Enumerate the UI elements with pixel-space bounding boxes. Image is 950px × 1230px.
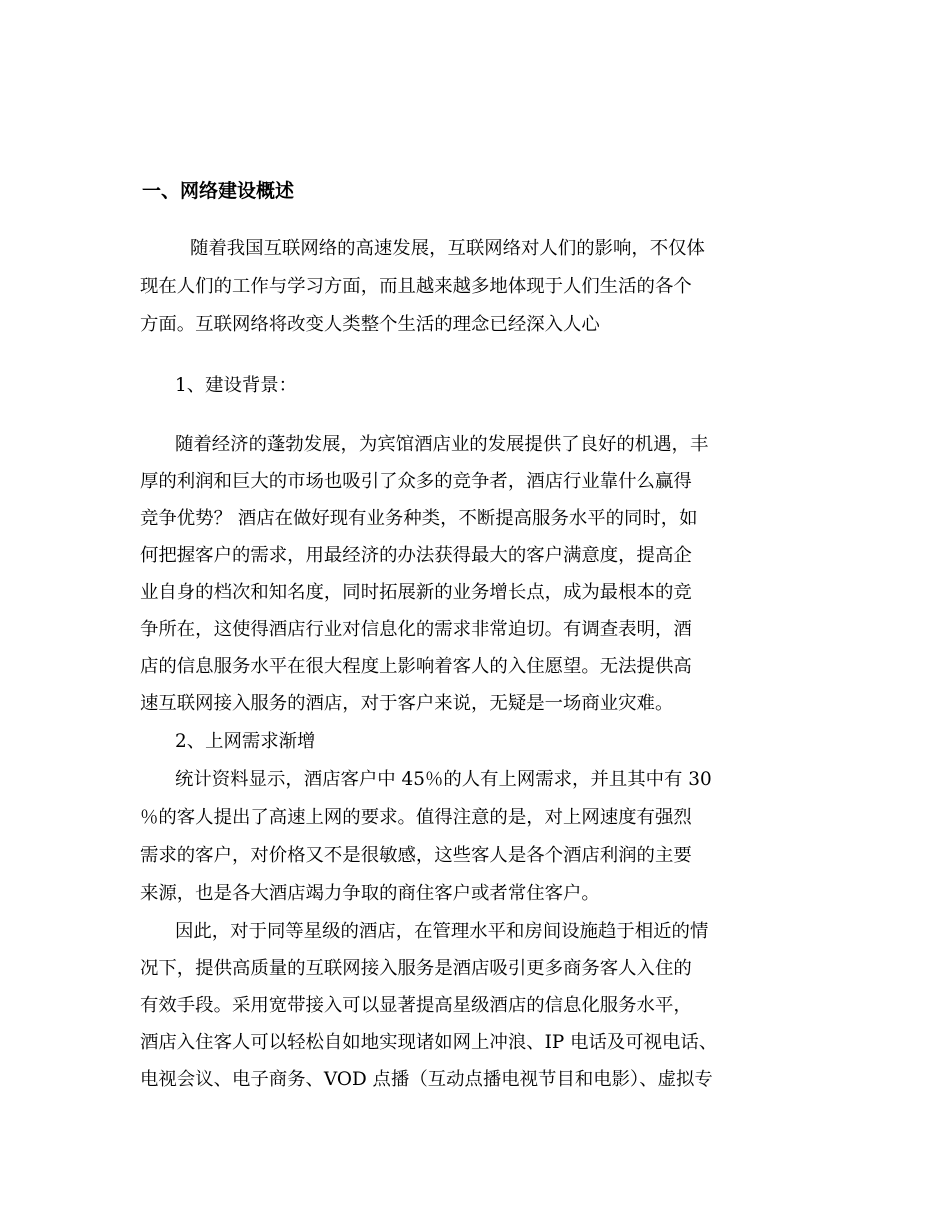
conclusion-line-5: 电视会议、电子商务、VOD 点播（互动点播电视节目和电影）、虚拟专 [140, 1069, 713, 1090]
background-line-1: 随着经济的蓬勃发展，为宾馆酒店业的发展提供了良好的机遇，丰 [175, 434, 709, 455]
conclusion-line-4: 酒店入住客人可以轻松自如地实现诸如网上冲浪、IP 电话及可视电话、 [140, 1032, 718, 1053]
background-line-6: 争所在，这使得酒店行业对信息化的需求非常迫切。有调查表明，酒 [140, 619, 692, 640]
conclusion-line-1: 因此，对于同等星级的酒店，在管理水平和房间设施趋于相近的情 [175, 921, 709, 942]
demand-line-2: ％的客人提出了高速上网的要求。值得注意的是，对上网速度有强烈 [140, 807, 692, 828]
intro-line-1: 随着我国互联网络的高速发展，互联网络对人们的影响，不仅体 [190, 238, 705, 259]
subheading-background: 1、建设背景： [175, 375, 298, 396]
demand-line-1: 统计资料显示，酒店客户中 45％的人有上网需求，并且其中有 30 [175, 769, 712, 790]
intro-line-3: 方面。互联网络将改变人类整个生活的理念已经深入人心 [140, 314, 600, 335]
demand-line-3: 需求的客户，对价格又不是很敏感，这些客人是各个酒店利润的主要 [140, 845, 692, 866]
background-line-2: 厚的利润和巨大的市场也吸引了众多的竞争者，酒店行业靠什么赢得 [140, 471, 692, 492]
demand-line-4: 来源，也是各大酒店竭力争取的商住客户或者常住客户。 [140, 883, 600, 904]
conclusion-line-3: 有效手段。采用宽带接入可以显著提高星级酒店的信息化服务水平， [140, 995, 692, 1016]
conclusion-line-2: 况下，提供高质量的互联网接入服务是酒店吸引更多商务客人入住的 [140, 958, 692, 979]
background-line-5: 业自身的档次和知名度，同时拓展新的业务增长点，成为最根本的竞 [140, 582, 692, 603]
background-line-8: 速互联网接入服务的酒店，对于客户来说，无疑是一场商业灾难。 [140, 693, 674, 714]
subheading-demand: 2、上网需求渐增 [175, 731, 316, 752]
background-line-7: 店的信息服务水平在很大程度上影响着客人的入住愿望。无法提供高 [140, 656, 692, 677]
intro-line-2: 现在人们的工作与学习方面，而且越来越多地体现于人们生活的各个 [140, 276, 692, 297]
background-line-3: 竞争优势？ 酒店在做好现有业务种类，不断提高服务水平的同时，如 [140, 508, 698, 529]
section-heading: 一、网络建设概述 [142, 180, 295, 202]
background-line-4: 何把握客户的需求，用最经济的办法获得最大的客户满意度，提高企 [140, 545, 692, 566]
